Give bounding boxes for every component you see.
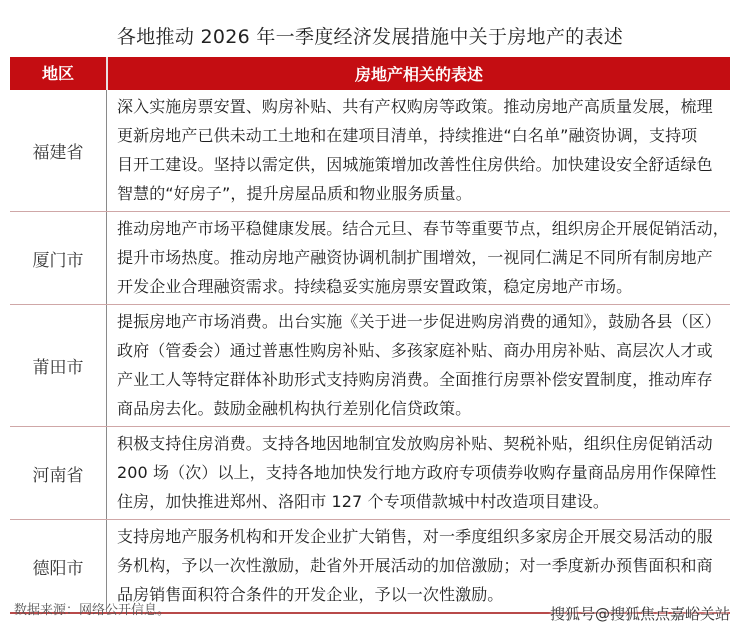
header-region: 地区 <box>10 57 108 90</box>
description-line: 品房销售面积符合条件的开发企业，予以一次性激励。 <box>117 585 504 604</box>
region-cell: 厦门市 <box>10 212 107 304</box>
description-line: 商品房去化。鼓励金融机构执行差别化信贷政策。 <box>117 399 472 418</box>
table-title: 各地推动 2026 年一季度经济发展措施中关于房地产的表述 <box>116 26 624 48</box>
description-line: 积极支持住房消费。支持各地因地制宜发放购房补贴、契税补贴，组织住房促销活动 <box>117 434 713 453</box>
table-row <box>10 304 730 426</box>
region-cell: 德阳市 <box>10 520 107 612</box>
description-line: 政府（管委会）通过普惠性购房补贴、多孩家庭补贴、商办用房补贴、高层次人才或 <box>117 341 713 360</box>
region-cell: 河南省 <box>10 427 107 519</box>
description-cell <box>107 520 730 612</box>
policy-table <box>10 57 730 614</box>
description-line: 目开工建设。坚持以需定供，因城施策增加改善性住房供给。加快建设安全舒适绿色 <box>117 155 713 174</box>
description-line: 深入实施房票安置、购房补贴、共有产权购房等政策。推动房地产高质量发展，梳理 <box>117 97 713 116</box>
description-cell <box>107 212 730 304</box>
table-header <box>10 57 730 90</box>
description-cell <box>107 305 730 426</box>
table-row <box>10 90 730 211</box>
description-cell <box>107 427 730 519</box>
description-line: 更新房地产已供未动工土地和在建项目清单，持续推进“白名单”融资协调，支持项 <box>117 126 698 145</box>
description-line: 务机构，予以一次性激励，赴省外开展活动的加倍激励；对一季度新办预售面积和商 <box>117 556 713 575</box>
description-line: 推动房地产市场平稳健康发展。结合元旦、春节等重要节点，组织房企开展促销活动， <box>117 219 729 238</box>
description-line: 支持房地产服务机构和开发企业扩大销售，对一季度组织多家房企开展交易活动的服 <box>117 527 713 546</box>
description-line: 开发企业合理融资需求。持续稳妥实施房票安置政策，稳定房地产市场。 <box>117 277 633 296</box>
description-line: 智慧的“好房子”，提升房屋品质和物业服务质量。 <box>117 184 472 203</box>
region-cell: 莆田市 <box>10 305 107 426</box>
header-description: 房地产相关的表述 <box>354 65 483 84</box>
watermark: 搜狐号@搜狐焦点嘉峪关站 <box>549 605 730 623</box>
data-source-note: 数据来源：网络公开信息。 <box>14 603 171 618</box>
table-row <box>10 426 730 519</box>
description-line: 产业工人等特定群体补助形式支持购房消费。全面推行房票补偿安置制度，推动库存 <box>117 370 713 389</box>
description-line: 提升市场热度。推动房地产融资协调机制扩围增效，一视同仁满足不同所有制房地产 <box>117 248 713 267</box>
description-cell <box>107 90 730 211</box>
description-line: 200 场（次）以上，支持各地加快发行地方政府专项债券收购存量商品房用作保障性 <box>117 463 717 482</box>
description-line: 提振房地产市场消费。出台实施《关于进一步促进购房消费的通知》，鼓励各县（区） <box>117 312 721 331</box>
description-line: 住房，加快推进郑州、洛阳市 127 个专项借款城中村改造项目建设。 <box>117 492 610 511</box>
region-cell: 福建省 <box>10 90 107 211</box>
table-row <box>10 211 730 304</box>
